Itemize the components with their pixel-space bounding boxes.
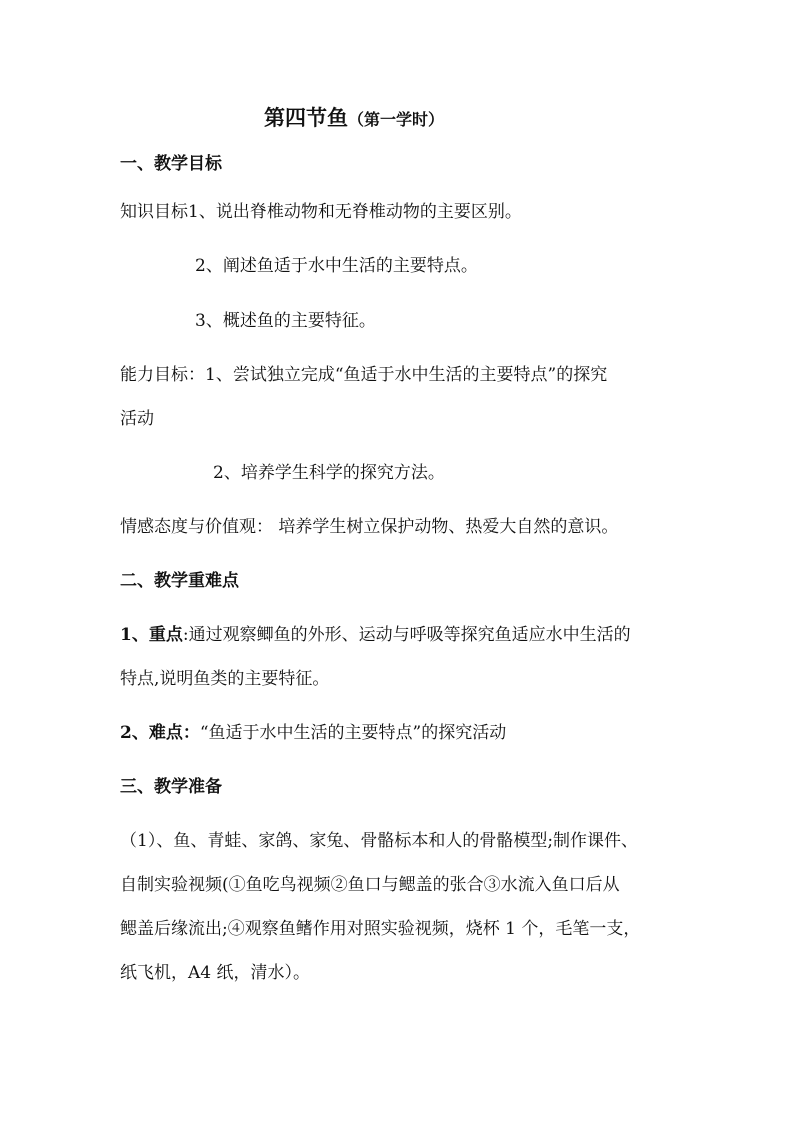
emotion-goal: 情感态度与价值观： 培养学生树立保护动物、热爱大自然的意识。 bbox=[120, 517, 619, 537]
key-point-number: 1、 bbox=[120, 625, 149, 645]
title-main: 第四节鱼 bbox=[264, 105, 348, 130]
key-point-label: 重点 bbox=[148, 625, 183, 645]
key-point-text: :通过观察鲫鱼的外形、运动与呼吸等探究鱼适应水中生活的 bbox=[182, 625, 631, 645]
preparation-line-2: 自制实验视频(①鱼吃鸟视频②鱼口与鳃盖的张合③水流入鱼口后从 bbox=[120, 875, 620, 895]
title-subtitle: （第一学时） bbox=[348, 110, 445, 129]
difficult-point-number: 2、 bbox=[120, 723, 149, 743]
knowledge-goal-2: 2、阐述鱼适于水中生活的主要特点。 bbox=[195, 256, 478, 276]
page-title bbox=[264, 104, 444, 134]
ability-goal-2: 2、培养学生科学的探究方法。 bbox=[213, 463, 445, 483]
preparation-line-1: （1）、鱼、青蛙、家鸽、家兔、骨骼标本和人的骨骼模型;制作课件、 bbox=[120, 831, 639, 851]
key-point-line-1 bbox=[120, 624, 631, 646]
preparation-line-4: 纸飞机，A4 纸，清水）。 bbox=[120, 963, 310, 983]
difficult-point bbox=[120, 722, 506, 744]
difficult-point-label: 难点： bbox=[148, 723, 200, 743]
key-point-line-2: 特点,说明鱼类的主要特征。 bbox=[120, 669, 330, 689]
preparation-line-3: 鳃盖后缘流出;④观察鱼鳍作用对照实验视频，烧杯 1 个，毛笔一支， bbox=[120, 919, 641, 939]
ability-goal-1: 能力目标：1、尝试独立完成“鱼适于水中生活的主要特点”的探究 bbox=[120, 365, 608, 385]
knowledge-goal-1: 知识目标1、说出脊椎动物和无脊椎动物的主要区别。 bbox=[120, 202, 522, 222]
ability-goal-1-continued: 活动 bbox=[120, 409, 154, 429]
knowledge-goal-3: 3、概述鱼的主要特征。 bbox=[195, 311, 376, 331]
difficult-point-text: “鱼适于水中生活的主要特点”的探究活动 bbox=[199, 723, 507, 743]
section-heading-key-points: 二、教学重难点 bbox=[120, 571, 239, 591]
section-heading-preparation: 三、教学准备 bbox=[120, 777, 222, 797]
section-heading-objectives: 一、教学目标 bbox=[120, 154, 222, 174]
